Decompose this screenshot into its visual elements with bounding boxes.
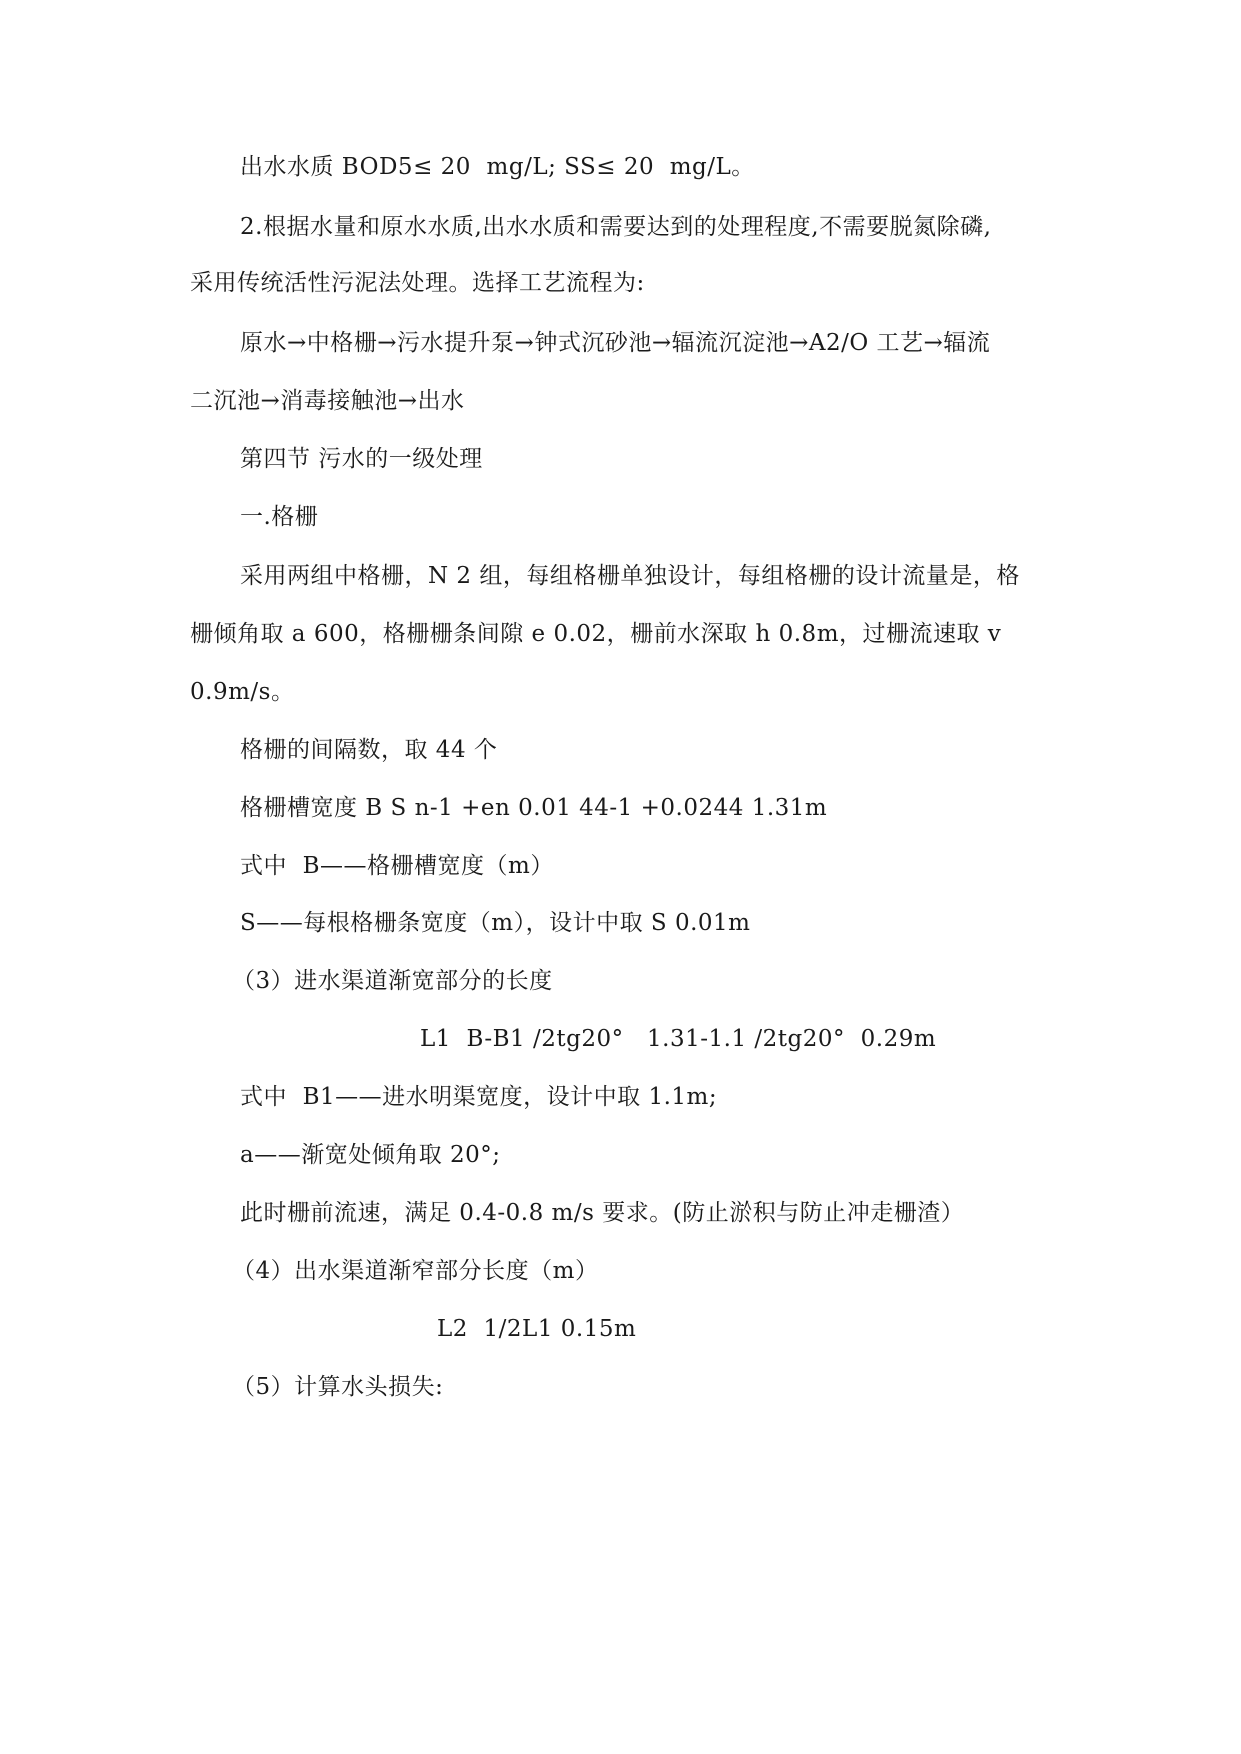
- grille-channel-width-formula: 格栅槽宽度 B S n-1 +en 0.01 44-1 +0.0244 1.31m: [240, 795, 828, 821]
- step-3-heading: （3）进水渠道渐宽部分的长度: [232, 968, 553, 994]
- effluent-quality-line: 出水水质 BOD5≤ 20 mg/L; SS≤ 20 mg/L。: [240, 154, 755, 180]
- paragraph-2-line-2: 采用传统活性污泥法处理。选择工艺流程为:: [190, 270, 645, 296]
- definition-b: 式中 B——格栅槽宽度（m）: [240, 853, 554, 879]
- formula-l1: L1 B-B1 /2tg20° 1.31-1.1 /2tg20° 0.29m: [420, 1026, 937, 1052]
- subsection-heading-grille: 一.格栅: [240, 504, 319, 530]
- grille-paragraph-line-1: 采用两组中格栅，N 2 组，每组格栅单独设计，每组格栅的设计流量是，格: [240, 563, 1020, 589]
- grille-gap-count: 格栅的间隔数，取 44 个: [240, 737, 498, 763]
- process-flow-line-2: 二沉池→消毒接触池→出水: [190, 388, 465, 414]
- formula-l2: L2 1/2L1 0.15m: [437, 1316, 637, 1342]
- grille-paragraph-line-2: 栅倾角取 a 600，格栅栅条间隙 e 0.02，栅前水深取 h 0.8m，过栅流速取 v: [190, 621, 1002, 647]
- process-flow-line-1: 原水→中格栅→污水提升泵→钟式沉砂池→辐流沉淀池→A2/O 工艺→辐流: [240, 330, 991, 356]
- velocity-note: 此时栅前流速，满足 0.4-0.8 m/s 要求。(防止淤积与防止冲走栅渣）: [240, 1200, 965, 1226]
- grille-paragraph-line-3: 0.9m/s。: [190, 679, 295, 705]
- step-4-heading: （4）出水渠道渐窄部分长度（m）: [232, 1258, 599, 1284]
- definition-s: S——每根格栅条宽度（m），设计中取 S 0.01m: [240, 910, 751, 936]
- section-heading: 第四节 污水的一级处理: [240, 446, 483, 472]
- paragraph-2-line-1: 2.根据水量和原水水质,出水水质和需要达到的处理程度,不需要脱氮除磷,: [240, 214, 992, 240]
- definition-a: a——渐宽处倾角取 20°;: [240, 1142, 501, 1168]
- definition-b1: 式中 B1——进水明渠宽度，设计中取 1.1m;: [240, 1084, 718, 1110]
- step-5-heading: （5）计算水头损失:: [232, 1374, 444, 1400]
